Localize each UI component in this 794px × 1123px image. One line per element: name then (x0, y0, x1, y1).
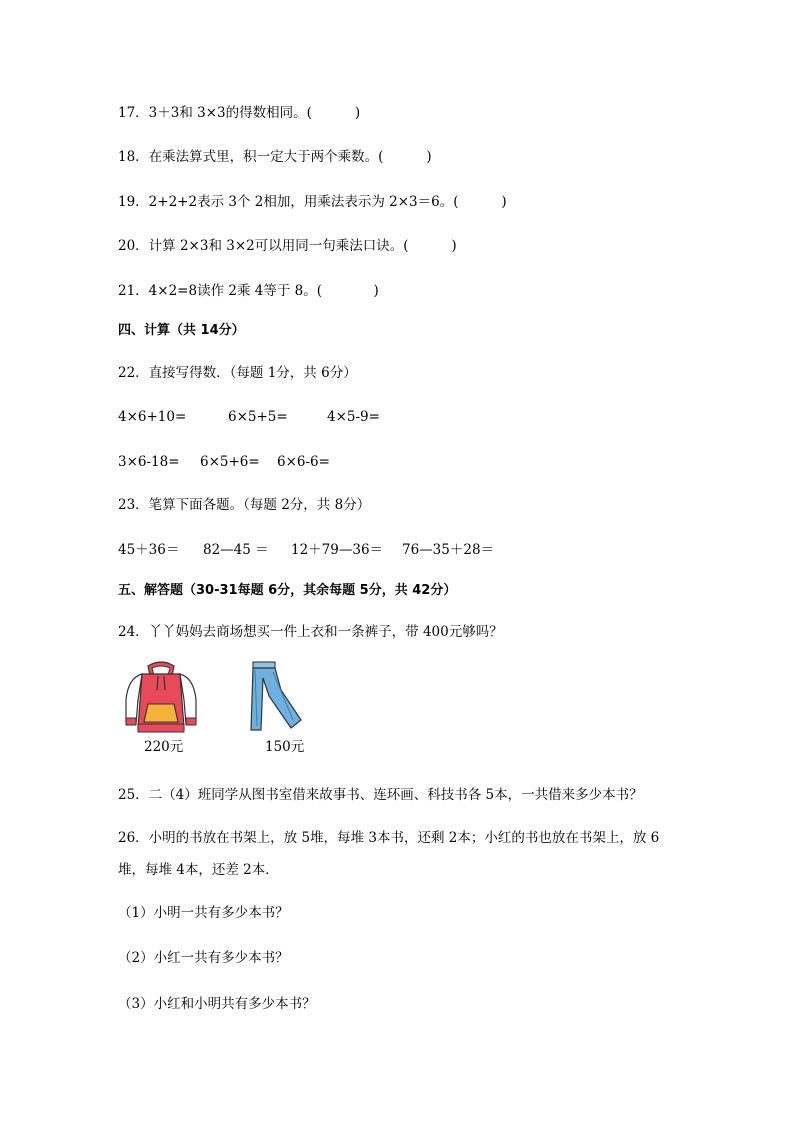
question-20: 20．计算 2×3和 3×2可以用同一句乘法口诀。( ) (118, 238, 457, 254)
q23-item-4: 76—35＋28＝ (402, 542, 495, 558)
q22-item-5: 6×5+6= (200, 454, 260, 470)
question-19: 19．2+2+2表示 3个 2相加，用乘法表示为 2×3＝6。( ) (118, 194, 507, 210)
question-18: 18．在乘法算式里，积一定大于两个乘数。( ) (118, 149, 432, 165)
question-26-line-1: 26．小明的书放在书架上，放 5堆，每堆 3本书，还剩 2本；小红的书也放在书架上，放 6 (118, 830, 660, 846)
q23-item-1: 45＋36＝ (118, 542, 180, 558)
section-4-heading: 四、计算（共 14分） (118, 323, 245, 338)
pants-image (245, 660, 303, 732)
question-26-line-2: 堆，每堆 4本，还差 2本． (118, 862, 279, 878)
jacket-image (122, 660, 200, 736)
q22-item-2: 6×5+5= (228, 409, 288, 425)
jacket-price: 220元 (144, 739, 184, 755)
section-5-heading: 五、解答题（30-31每题 6分，其余每题 5分，共 42分） (118, 583, 457, 598)
q23-item-2: 82—45 ＝ (203, 542, 269, 558)
q22-item-1: 4×6+10= (118, 409, 187, 425)
pants-price: 150元 (265, 739, 305, 755)
question-25: 25．二（4）班同学从图书室借来故事书、连环画、科技书各 5本，一共借来多少本书？ (118, 787, 643, 803)
question-24: 24．丫丫妈妈去商场想买一件上衣和一条裤子，带 400元够吗？ (118, 624, 503, 640)
question-26-sub-1: （1）小明一共有多少本书？ (118, 905, 289, 921)
question-17: 17．3＋3和 3×3的得数相同。( ) (118, 105, 361, 121)
q22-item-6: 6×6-6= (277, 454, 330, 470)
q23-item-3: 12＋79—36＝ (291, 542, 384, 558)
q22-item-3: 4×5-9= (327, 409, 380, 425)
question-22: 22．直接写得数．（每题 1分，共 6分） (118, 365, 357, 381)
question-23: 23．笔算下面各题。（每题 2分，共 8分） (118, 497, 371, 513)
q22-item-4: 3×6-18= (118, 454, 180, 470)
question-26-sub-3: （3）小红和小明共有多少本书？ (118, 996, 316, 1012)
question-21: 21．4×2=8读作 2乘 4等于 8。( ) (118, 283, 379, 299)
question-26-sub-2: （2）小红一共有多少本书？ (118, 950, 289, 966)
